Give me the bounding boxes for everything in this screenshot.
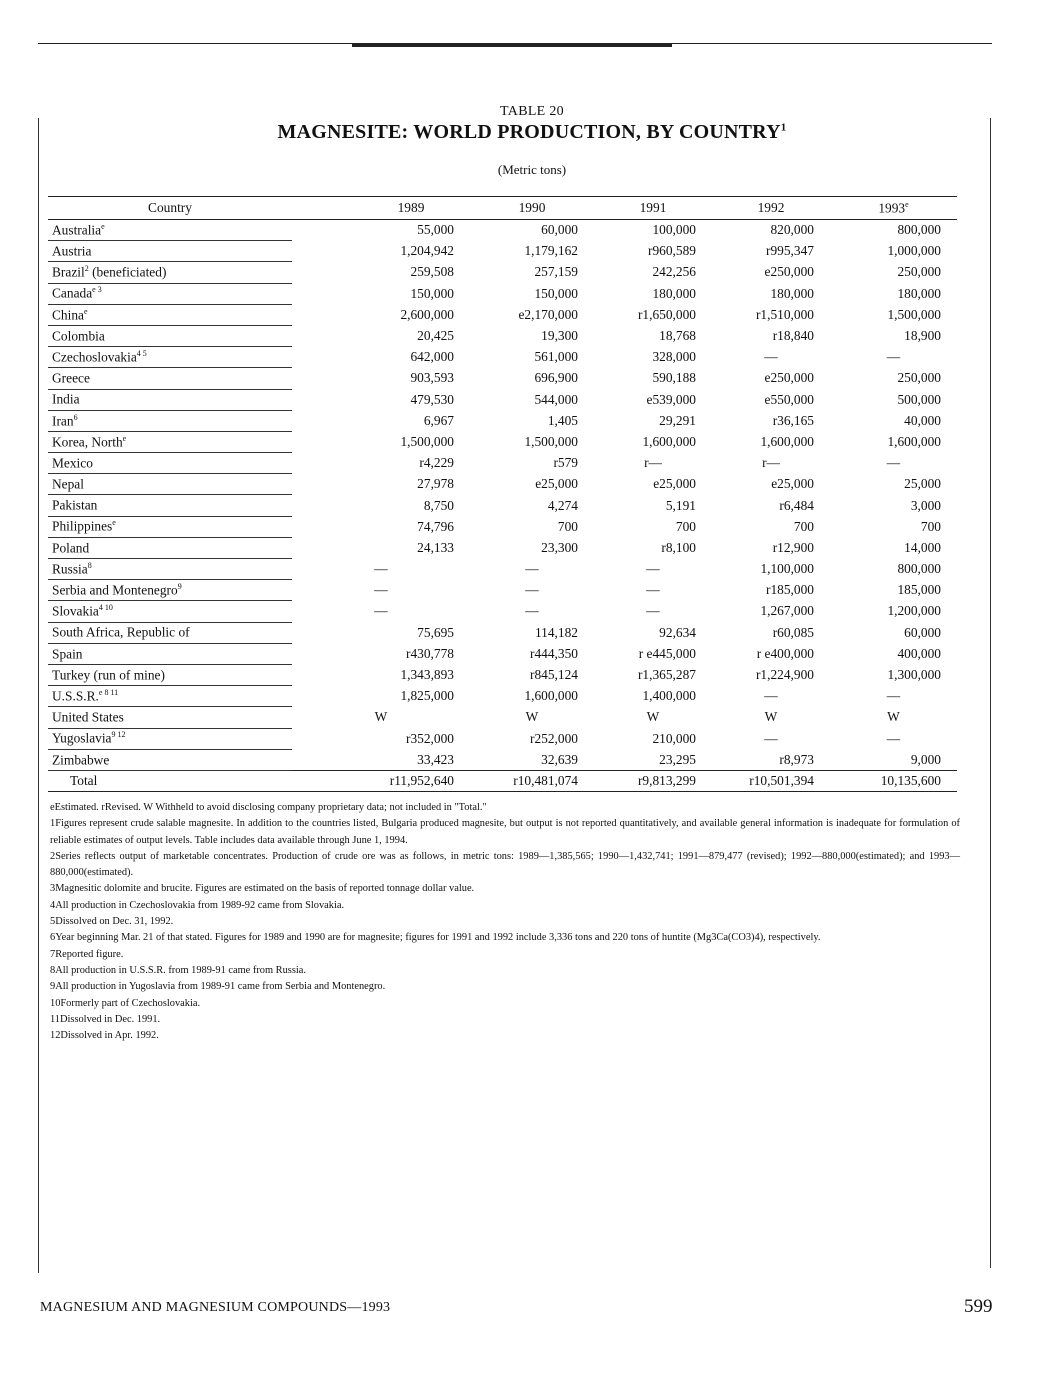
table-row <box>48 283 957 304</box>
value-1991: 18,768 <box>659 328 696 344</box>
col-header-country: Country <box>48 197 292 220</box>
right-margin-rule <box>990 118 991 1268</box>
title-footnote-ref: 1 <box>780 121 787 134</box>
value-1989: 2,600,000 <box>400 306 454 322</box>
footnote: 6Year beginning Mar. 21 of that stated. Figures for 1989 and 1990 are for magnesite; figures for 1991 and 1992 include 3,336 tons and 220 tons of huntite (Mg3Ca(CO3)4), respectively. <box>50 932 821 944</box>
country-cell: Slovakia$^{4 10}$ <box>48 601 292 622</box>
value-1990: r845,124 <box>530 667 578 683</box>
col-header-1991: 1991 <box>594 197 712 220</box>
table-row <box>48 474 957 495</box>
table-header-row <box>48 197 957 220</box>
value-1991: 700 <box>675 518 696 534</box>
table-row <box>48 368 957 389</box>
value-1990: e2,170,000 <box>518 306 578 322</box>
value-1992: W <box>764 709 778 725</box>
value-1990: 60,000 <box>541 222 578 238</box>
value-1989: 642,000 <box>410 349 454 365</box>
value-1990: 1,179,162 <box>524 243 578 259</box>
country-cell: Mexico <box>48 453 292 474</box>
table-row <box>48 347 957 368</box>
value-1990: 19,300 <box>541 328 578 344</box>
country-footnote-ref: 2 <box>84 264 89 274</box>
value-1992: r8,973 <box>779 751 814 767</box>
table-row <box>48 643 957 664</box>
country-cell: South Africa, Republic of <box>48 622 292 643</box>
value-1989: 24,133 <box>417 539 454 555</box>
table-row <box>48 453 957 474</box>
value-1992: r995,347 <box>766 243 814 259</box>
value-1991: 590,188 <box>652 370 696 386</box>
value-1992: e250,000 <box>764 264 814 280</box>
value-1989: 1,204,942 <box>400 243 454 259</box>
value-1993: 3,000 <box>910 497 941 513</box>
value-1991: 92,634 <box>659 624 696 640</box>
production-table <box>48 196 957 792</box>
country-cell: Yugoslavia$^{9 12}$ <box>48 728 292 749</box>
table-row <box>48 495 957 516</box>
value-1991: r— <box>644 455 662 471</box>
value-1992: r6,484 <box>779 497 814 513</box>
country-footnote-ref: e <box>101 221 105 231</box>
table-row <box>48 686 957 707</box>
table-row <box>48 749 957 770</box>
value-1993: — <box>886 688 901 704</box>
left-margin-rule <box>38 118 39 1273</box>
footnote: 7Reported figure. <box>50 948 124 960</box>
value-1990: 544,000 <box>534 391 578 407</box>
value-1990: r252,000 <box>530 730 578 746</box>
value-1991: — <box>646 582 660 598</box>
value-1993: 18,900 <box>904 328 941 344</box>
value-1993: 400,000 <box>897 645 941 661</box>
value-1991: e539,000 <box>646 391 696 407</box>
value-1992: — <box>764 730 778 746</box>
table-row <box>48 389 957 410</box>
value-1989: 74,796 <box>417 518 454 534</box>
value-1990: 32,639 <box>541 751 578 767</box>
footnote: 8All production in U.S.S.R. from 1989-91 came from Russia. <box>50 964 306 976</box>
value-1993: 14,000 <box>904 539 941 555</box>
country-footnote-ref: 6 <box>73 412 78 422</box>
value-1989: 1,500,000 <box>400 433 454 449</box>
value-1989: 259,508 <box>410 264 454 280</box>
value-1991: — <box>646 561 660 577</box>
value-1992: r185,000 <box>766 582 814 598</box>
value-1991: W <box>646 709 660 725</box>
total-1991: r9,813,299 <box>594 770 712 791</box>
footnotes <box>50 800 960 1044</box>
col-header-1993: 1993e <box>830 197 957 220</box>
value-1990: 4,274 <box>547 497 578 513</box>
table-row <box>48 601 957 622</box>
country-cell: China$^e$ <box>48 304 292 325</box>
footnote: 11Dissolved in Dec. 1991. <box>50 1013 161 1025</box>
value-1992: r60,085 <box>772 624 814 640</box>
footnote: 1Figures represent crude salable magnesite. In addition to the countries listed, Bulgaria produced magnesite, but output is not reported quantitatively, and available general information is inadequate for formulation of reliable estimates of output levels. Table includes data available through June 1, 1994. <box>50 818 960 846</box>
value-1991: r960,589 <box>648 243 696 259</box>
country-cell: Serbia and Montenegro$^9$ <box>48 580 292 601</box>
value-1991: r1,650,000 <box>637 306 696 322</box>
footnote: 3Magnesitic dolomite and brucite. Figures are estimated on the basis of reported tonnage dollar value. <box>50 883 475 895</box>
footnote: 2Series reflects output of marketable concentrates. Production of crude ore was as follows, in metric tons: 1989—1,385,565; 1990—1,432,741; 1991—879,477 (revised); 1992—880,000(estimated); and 1993—880,000(estimated). <box>50 850 960 879</box>
value-1991: 210,000 <box>652 730 696 746</box>
value-1992: e25,000 <box>771 476 814 492</box>
value-1991: r1,365,287 <box>637 667 696 683</box>
value-1992: — <box>764 349 778 365</box>
value-1991: 328,000 <box>652 349 696 365</box>
table-row <box>48 304 957 325</box>
country-cell: Greece <box>48 368 292 389</box>
footnote: 12Dissolved in Apr. 1992. <box>50 1030 159 1042</box>
value-1990: 150,000 <box>534 285 578 301</box>
value-1989: 1,343,893 <box>400 667 454 683</box>
value-1992: 1,600,000 <box>760 433 814 449</box>
value-1990: 561,000 <box>534 349 578 365</box>
value-1990: W <box>525 709 539 725</box>
table-row <box>48 220 957 241</box>
value-1993: 25,000 <box>904 476 941 492</box>
country-cell: Philippines$^e$ <box>48 516 292 537</box>
country-footnote-ref: e <box>112 518 116 528</box>
value-1993: 1,200,000 <box>887 603 941 619</box>
value-1991: 29,291 <box>659 412 696 428</box>
value-1992: r— <box>762 455 780 471</box>
value-1989: 27,978 <box>417 476 454 492</box>
country-cell: Colombia <box>48 325 292 346</box>
value-1990: e25,000 <box>535 476 578 492</box>
value-1990: 1,600,000 <box>524 688 578 704</box>
table-row <box>48 262 957 283</box>
value-1993: 800,000 <box>897 561 941 577</box>
value-1993: 1,600,000 <box>887 433 941 449</box>
country-footnote-ref: 8 <box>87 560 92 570</box>
value-1993: 185,000 <box>897 582 941 598</box>
value-1990: 700 <box>557 518 578 534</box>
table-row <box>48 559 957 580</box>
footnote: 10Formerly part of Czechoslovakia. <box>50 997 201 1009</box>
value-1989: 150,000 <box>410 285 454 301</box>
value-1993: 40,000 <box>904 412 941 428</box>
value-1992: 1,267,000 <box>760 603 814 619</box>
country-footnote-ref: 9 12 <box>111 730 126 740</box>
table-row <box>48 516 957 537</box>
value-1992: e550,000 <box>764 391 814 407</box>
country-cell: Zimbabwe <box>48 749 292 770</box>
value-1990: 1,405 <box>547 412 578 428</box>
value-1992: r12,900 <box>772 539 814 555</box>
total-row <box>48 770 957 791</box>
country-cell: Turkey (run of mine) <box>48 664 292 685</box>
country-footnote-ref: 9 <box>177 582 182 592</box>
country-cell: United States <box>48 707 292 728</box>
value-1993: 1,000,000 <box>887 243 941 259</box>
value-1990: 257,159 <box>534 264 578 280</box>
value-1992: r1,510,000 <box>755 306 814 322</box>
footnote: 4All production in Czechoslovakia from 1989-92 came from Slovakia. <box>50 899 345 911</box>
value-1993: 250,000 <box>897 370 941 386</box>
table-title: MAGNESITE: WORLD PRODUCTION, BY COUNTRY$^1$ <box>277 121 787 143</box>
country-footnote-ref: e 3 <box>92 285 102 295</box>
footnote: 5Dissolved on Dec. 31, 1992. <box>50 916 174 928</box>
country-footnote-ref: 4 5 <box>136 348 147 358</box>
table-units: (Metric tons) <box>497 162 567 177</box>
value-1989: 6,967 <box>423 412 454 428</box>
value-1989: 1,825,000 <box>400 688 454 704</box>
value-1993: 700 <box>920 518 941 534</box>
value-1989: — <box>374 582 388 598</box>
value-1991: 1,600,000 <box>642 433 696 449</box>
col-header-1992: 1992 <box>712 197 830 220</box>
footnote: eEstimated. rRevised. W Withheld to avoid disclosing company proprietary data; not included in "Total." <box>50 802 487 813</box>
value-1993: — <box>886 455 901 471</box>
table-number: TABLE 20 <box>500 104 564 119</box>
value-1989: 33,423 <box>417 751 454 767</box>
value-1993: 500,000 <box>897 391 941 407</box>
country-cell: Spain <box>48 643 292 664</box>
col-header-1989: 1989 <box>292 197 470 220</box>
value-1991: 5,191 <box>665 497 696 513</box>
table-row <box>48 580 957 601</box>
country-cell: Poland <box>48 537 292 558</box>
country-cell: Austria <box>48 241 292 262</box>
value-1989: r4,229 <box>419 455 454 471</box>
value-1990: 23,300 <box>541 539 578 555</box>
value-1992: r1,224,900 <box>755 667 814 683</box>
value-1992: r e400,000 <box>756 645 814 661</box>
country-footnote-ref: e <box>84 306 88 316</box>
value-1989: 903,593 <box>410 370 454 386</box>
value-1989: r430,778 <box>406 645 454 661</box>
country-footnote-ref: e 8 11 <box>98 687 119 697</box>
value-1989: r352,000 <box>406 730 454 746</box>
value-1993: W <box>887 709 900 725</box>
value-1993: 9,000 <box>910 751 941 767</box>
value-1991: 100,000 <box>652 222 696 238</box>
page-number: 599 <box>964 1296 993 1317</box>
value-1992: e250,000 <box>764 370 814 386</box>
value-1992: 1,100,000 <box>760 561 814 577</box>
value-1990: r579 <box>553 455 578 471</box>
value-1993: 250,000 <box>897 264 941 280</box>
col-header-1990: 1990 <box>470 197 594 220</box>
value-1992: 700 <box>793 518 814 534</box>
value-1992: — <box>764 688 778 704</box>
country-cell: Australia$^e$ <box>48 220 292 241</box>
value-1990: — <box>525 561 539 577</box>
value-1992: r36,165 <box>772 412 814 428</box>
country-cell: U.S.S.R.$^{e 8 11}$ <box>48 686 292 707</box>
country-cell: Brazil$^2$ (beneficiated) <box>48 262 292 283</box>
total-1990: r10,481,074 <box>470 770 594 791</box>
country-cell: Russia$^8$ <box>48 559 292 580</box>
value-1992: 180,000 <box>770 285 814 301</box>
value-1991: r e445,000 <box>638 645 696 661</box>
table-row <box>48 410 957 431</box>
table-row <box>48 537 957 558</box>
country-cell: Czechoslovakia$^{4 5}$ <box>48 347 292 368</box>
value-1989: 479,530 <box>410 391 454 407</box>
country-cell: Nepal <box>48 474 292 495</box>
value-1993: — <box>886 349 901 365</box>
value-1990: 1,500,000 <box>524 433 578 449</box>
country-cell: Canada$^{e 3}$ <box>48 283 292 304</box>
table-row <box>48 728 957 749</box>
value-1991: — <box>646 603 660 619</box>
table-row <box>48 664 957 685</box>
value-1992: 820,000 <box>770 222 814 238</box>
value-1993: 180,000 <box>897 285 941 301</box>
footnote: 9All production in Yugoslavia from 1989-91 came from Serbia and Montenegro. <box>50 981 386 993</box>
value-1990: 696,900 <box>534 370 578 386</box>
country-cell: India <box>48 389 292 410</box>
top-rule-accent <box>352 44 672 47</box>
country-cell: Korea, North$^e$ <box>48 431 292 452</box>
value-1993: 800,000 <box>897 222 941 238</box>
value-1993: 1,300,000 <box>887 667 941 683</box>
value-1989: 20,425 <box>417 328 454 344</box>
country-footnote-ref: 4 10 <box>98 603 113 613</box>
value-1991: r8,100 <box>661 539 696 555</box>
value-1990: r444,350 <box>530 645 578 661</box>
value-1989: — <box>374 603 388 619</box>
table-row <box>48 325 957 346</box>
table-row <box>48 707 957 728</box>
value-1993: 1,500,000 <box>887 306 941 322</box>
country-cell: Iran$^6$ <box>48 410 292 431</box>
value-1990: 114,182 <box>534 624 578 640</box>
value-1991: 1,400,000 <box>642 688 696 704</box>
country-footnote-ref: e <box>122 433 127 443</box>
value-1990: — <box>525 603 539 619</box>
value-1989: — <box>374 561 388 577</box>
value-1991: 180,000 <box>652 285 696 301</box>
value-1993: — <box>886 730 901 746</box>
table-row <box>48 622 957 643</box>
total-1989: r11,952,640 <box>292 770 470 791</box>
value-1991: 242,256 <box>652 264 696 280</box>
running-title: MAGNESIUM AND MAGNESIUM COMPOUNDS—1993 <box>40 1300 391 1315</box>
value-1991: e25,000 <box>653 476 696 492</box>
value-1992: r18,840 <box>772 328 814 344</box>
table-row <box>48 241 957 262</box>
table-row <box>48 431 957 452</box>
value-1991: 23,295 <box>659 751 696 767</box>
value-1989: 8,750 <box>423 497 454 513</box>
value-1989: 55,000 <box>417 222 454 238</box>
value-1989: 75,695 <box>417 624 454 640</box>
total-label: Total <box>48 770 292 791</box>
value-1993: 60,000 <box>904 624 941 640</box>
total-1993: 10,135,600 <box>830 770 957 791</box>
value-1990: — <box>525 582 539 598</box>
country-cell: Pakistan <box>48 495 292 516</box>
value-1989: W <box>374 709 388 725</box>
total-1992: r10,501,394 <box>712 770 830 791</box>
